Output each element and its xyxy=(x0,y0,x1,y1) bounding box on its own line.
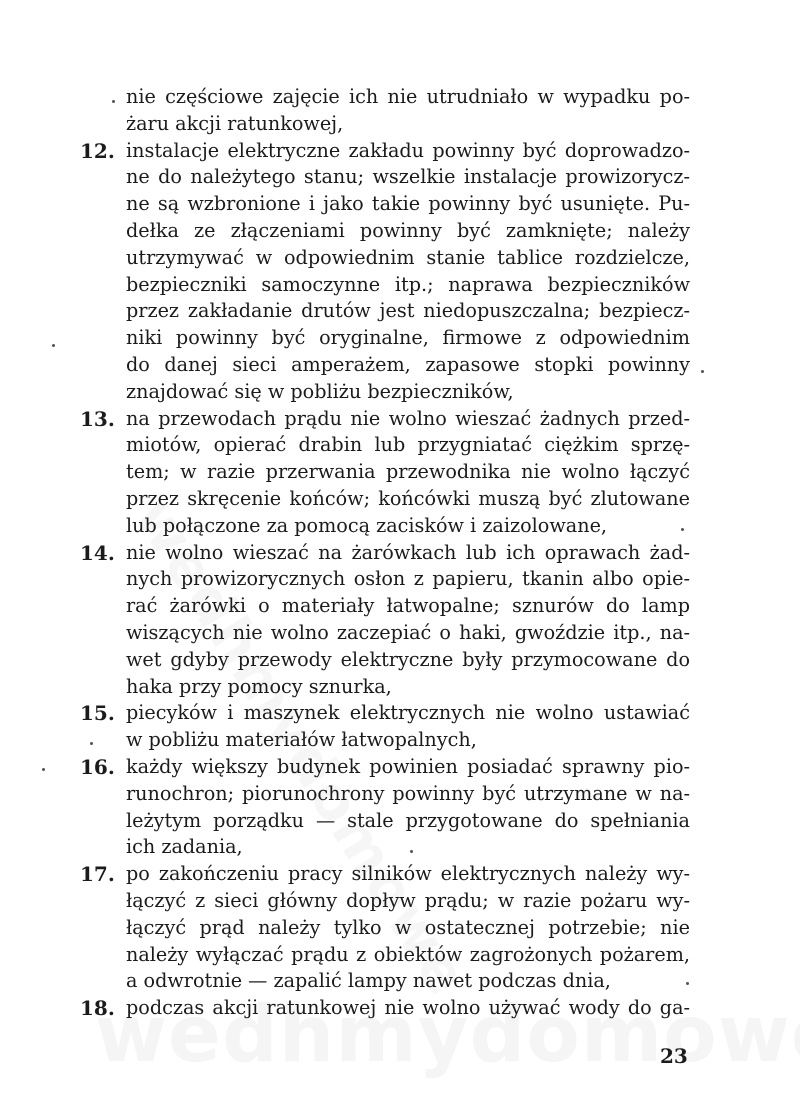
text-line: tem; w razie przerwania przewodnika nie wolno łączyć xyxy=(126,460,690,484)
text-line: niki powinny być oryginalne, firmowe z odpowiednim xyxy=(126,326,690,350)
text-line: ne są wzbronione i jako takie powinny być usunięte. Pu- xyxy=(126,192,690,216)
text-line: dełka ze złączeniami powinny być zamknięte; należy xyxy=(126,218,690,242)
list-item xyxy=(80,861,690,995)
text-line: bezpieczniki samoczynne itp.; naprawa bezpieczników xyxy=(126,272,690,296)
text-line: haka przy pomocy sznurka, xyxy=(126,674,392,698)
text-line: nie wolno wieszać na żarówkach lub ich oprawach żad- xyxy=(126,540,690,564)
item-number: 12. xyxy=(80,138,115,163)
text-line: nie częściowe zajęcie ich nie utrudniało w wypadku po- xyxy=(126,85,690,108)
list-item xyxy=(80,700,690,754)
item-number: 16. xyxy=(80,754,115,779)
item-number: 18. xyxy=(80,996,115,1021)
text-line: na przewodach prądu nie wolno wieszać żadnych przed- xyxy=(126,406,690,430)
text-line: w pobliżu materiałów łatwopalnych, xyxy=(126,728,477,752)
text-line: znajdować się w pobliżu bezpieczników, xyxy=(126,379,514,403)
text-line: do danej sieci amperażem, zapasowe stopki powinny xyxy=(126,352,690,376)
text-line: utrzymywać w odpowiednim stanie tablice rozdzielcze, xyxy=(126,245,690,269)
list-item xyxy=(80,406,690,540)
text-line: leżytym porządku — stale przygotowane do spełniania xyxy=(126,808,690,832)
text-line: po zakończeniu pracy silników elektrycznych należy wy- xyxy=(126,862,690,886)
text-line: runochron; piorunochrony powinny być utrzymane w na- xyxy=(126,781,690,805)
text-line: instalacje elektryczne zakładu powinny być doprowadzo- xyxy=(126,138,690,162)
item-number: 13. xyxy=(80,406,115,431)
text-line: przez skręcenie końców; końcówki muszą być zlutowane xyxy=(126,486,690,510)
text-line: łączyć z sieci główny dopływ prądu; w razie pożaru wy- xyxy=(126,888,690,912)
item-number: 15. xyxy=(80,701,115,726)
body-text xyxy=(80,84,690,1022)
text-line: wiszących nie wolno zaczepiać o haki, gwoździe itp., na- xyxy=(126,620,690,644)
lead-in-paragraph xyxy=(80,84,690,138)
list-item xyxy=(80,995,690,1022)
text-line: ich zadania, xyxy=(126,835,243,859)
text-line: a odwrotnie — zapalić lampy nawet podczas dnia, xyxy=(126,969,611,993)
text-line: przez zakładanie drutów jest niedopuszczalna; bezpiecz- xyxy=(126,299,690,323)
scan-speck xyxy=(42,768,45,771)
text-line: lub połączone za pomocą zacisków i zaizolowane, xyxy=(126,513,608,537)
scan-speck xyxy=(701,370,704,373)
text-line: nych prowizorycznych osłon z papieru, tkanin albo opie- xyxy=(126,567,690,591)
item-number: 17. xyxy=(80,862,115,887)
text-line: rać żarówki o materiały łatwopalne; sznurów do lamp xyxy=(126,594,690,618)
text-line: ne do należytego stanu; wszelkie instalacje prowizorycz- xyxy=(126,165,690,189)
scan-speck xyxy=(52,344,55,347)
page-number: 23 xyxy=(660,1044,688,1068)
text-line: piecyków i maszynek elektrycznych nie wolno ustawiać xyxy=(126,701,690,725)
text-line: podczas akcji ratunkowej nie wolno używać wody do ga- xyxy=(126,996,690,1020)
text-line: łączyć prąd należy tylko w ostatecznej potrzebie; nie xyxy=(126,915,690,939)
text-line: miotów, opierać drabin lub przygniatać ciężkim sprzę- xyxy=(126,433,690,457)
text-line: należy wyłączać prądu z obiektów zagrożonych pożarem, xyxy=(126,942,690,966)
list-item xyxy=(80,754,690,861)
item-number: 14. xyxy=(80,540,115,565)
text-line: żaru akcji ratunkowej, xyxy=(126,111,344,135)
list-item xyxy=(80,540,690,701)
list-item xyxy=(80,138,690,406)
text-line: każdy większy budynek powinien posiadać sprawny pio- xyxy=(126,754,690,778)
text-line: wet gdyby przewody elektryczne były przymocowane do xyxy=(126,647,690,671)
